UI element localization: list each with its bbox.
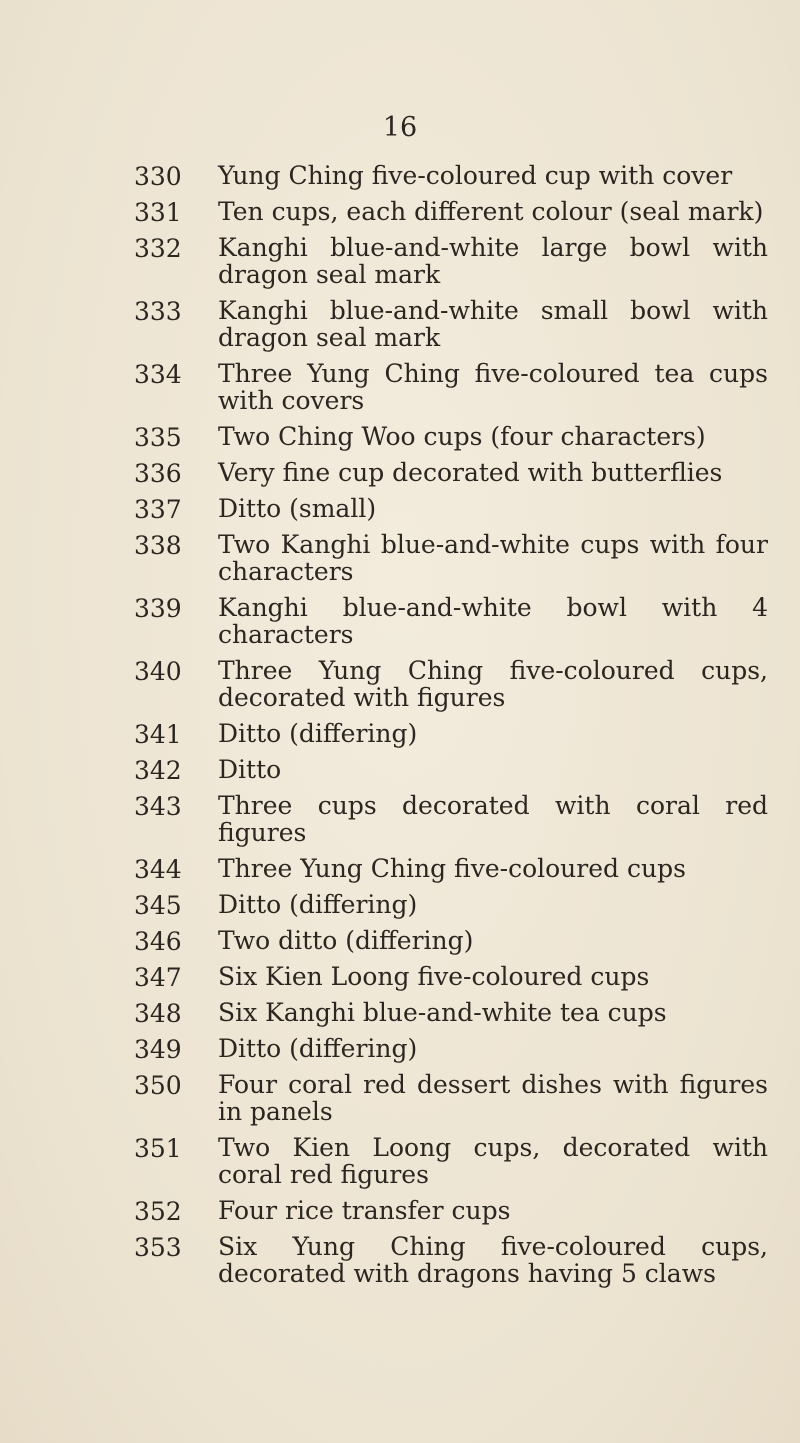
lot-number: 341 <box>134 720 182 749</box>
lot-number: 337 <box>134 495 182 524</box>
lot-entry-337 <box>0 495 800 522</box>
lot-description: Two ditto (differing) <box>218 926 474 955</box>
lot-description: Two Ching Woo cups (four characters) <box>218 422 706 451</box>
lot-entry-334 <box>0 360 800 414</box>
lot-entry-347 <box>0 963 800 990</box>
lot-number: 335 <box>134 423 182 452</box>
lot-description: Very fine cup decorated with butterflies <box>218 458 723 487</box>
lot-number: 345 <box>134 891 182 920</box>
lot-description: Ditto (differing) <box>218 890 418 919</box>
lot-entry-340 <box>0 657 800 711</box>
lot-description: Six Kien Loong five-coloured cups <box>218 962 650 991</box>
lot-number: 340 <box>134 657 182 686</box>
lot-number: 333 <box>134 297 182 326</box>
lot-number: 350 <box>134 1071 182 1100</box>
lot-number: 339 <box>134 594 182 623</box>
page-number: 16 <box>382 112 418 143</box>
lot-entry-348 <box>0 999 800 1026</box>
lot-number: 342 <box>134 756 182 785</box>
lot-entry-345 <box>0 891 800 918</box>
lot-entry-352 <box>0 1197 800 1224</box>
lot-entry-335 <box>0 423 800 450</box>
lot-description: Three Yung Ching five-coloured cups, decorated with figures <box>218 656 768 712</box>
lot-description: Kanghi blue-and-white bowl with 4 characters <box>218 593 768 649</box>
lot-description: Four rice transfer cups <box>218 1196 511 1225</box>
lot-description: Yung Ching five-coloured cup with cover <box>218 161 733 190</box>
lot-description: Three cups decorated with coral red figures <box>218 791 768 847</box>
lot-number: 347 <box>134 963 182 992</box>
lot-entry-344 <box>0 855 800 882</box>
lot-number: 338 <box>134 531 182 560</box>
lot-number: 344 <box>134 855 182 884</box>
lot-number: 348 <box>134 999 182 1028</box>
lot-description: Six Kanghi blue-and-white tea cups <box>218 998 667 1027</box>
lot-number: 330 <box>134 162 182 191</box>
lot-number: 346 <box>134 927 182 956</box>
lot-number: 336 <box>134 459 182 488</box>
lot-number: 352 <box>134 1197 182 1226</box>
lot-description: Four coral red dessert dishes with figures in panels <box>218 1070 768 1126</box>
lot-entry-338 <box>0 531 800 585</box>
lot-entry-349 <box>0 1035 800 1062</box>
lot-entry-332 <box>0 234 800 288</box>
lot-entry-343 <box>0 792 800 846</box>
lot-description: Three Yung Ching five-coloured tea cups with covers <box>218 359 768 415</box>
lot-description: Ditto <box>218 755 282 784</box>
lot-entry-351 <box>0 1134 800 1188</box>
lot-entry-331 <box>0 198 800 225</box>
lot-entry-330 <box>0 162 800 189</box>
lot-entry-350 <box>0 1071 800 1125</box>
lot-description: Ditto (differing) <box>218 1034 418 1063</box>
lot-description: Three Yung Ching five-coloured cups <box>218 854 686 883</box>
lot-entry-336 <box>0 459 800 486</box>
lot-number: 343 <box>134 792 182 821</box>
lot-number: 334 <box>134 360 182 389</box>
lot-entry-333 <box>0 297 800 351</box>
lot-number: 331 <box>134 198 182 227</box>
lot-description: Ten cups, each different colour (seal mark) <box>218 197 764 226</box>
lot-entry-353 <box>0 1233 800 1287</box>
lot-description: Six Yung Ching five-coloured cups, decorated with dragons having 5 claws <box>218 1232 768 1288</box>
lot-description: Kanghi blue-and-white small bowl with dragon seal mark <box>218 296 768 352</box>
lot-number: 353 <box>134 1233 182 1262</box>
lot-description: Two Kien Loong cups, decorated with coral red figures <box>218 1133 768 1189</box>
lot-entry-341 <box>0 720 800 747</box>
lot-number: 351 <box>134 1134 182 1163</box>
lot-number: 332 <box>134 234 182 263</box>
lot-description: Two Kanghi blue-and-white cups with four characters <box>218 530 768 586</box>
lot-number: 349 <box>134 1035 182 1064</box>
lot-entry-339 <box>0 594 800 648</box>
lot-description: Ditto (differing) <box>218 719 418 748</box>
lot-entry-346 <box>0 927 800 954</box>
lot-description: Kanghi blue-and-white large bowl with dragon seal mark <box>218 233 768 289</box>
lot-entry-342 <box>0 756 800 783</box>
lot-list <box>0 162 800 1296</box>
lot-description: Ditto (small) <box>218 494 377 523</box>
